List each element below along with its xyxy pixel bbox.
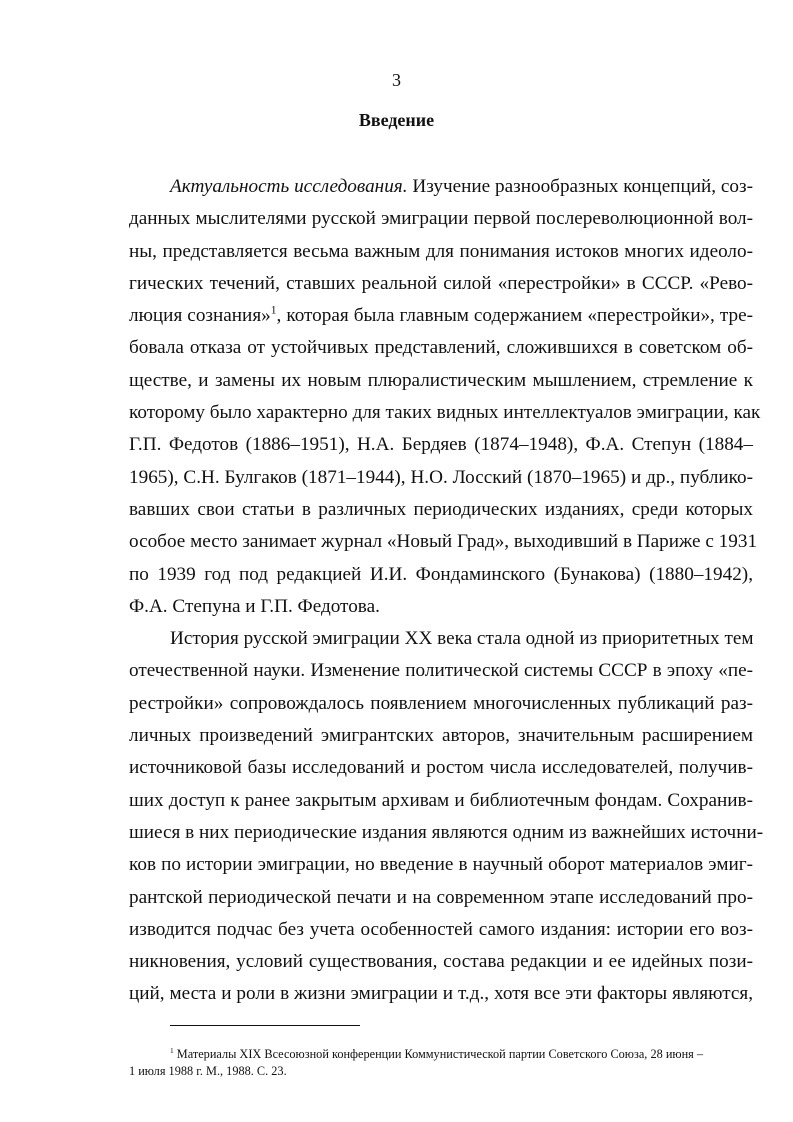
text-line: по 1939 год под редакцией И.И. Фондаминского (Бунакова) (1880–1942), (129, 563, 753, 585)
text-line: вавших свои статьи в различных периодических изданиях, среди которых (129, 498, 753, 520)
text-line: 1965), С.Н. Булгаков (1871–1944), Н.О. Лосский (1870–1965) и др., публико- (129, 466, 753, 488)
page-number: 3 (392, 70, 401, 90)
paragraph-2 (129, 623, 764, 1011)
text-line: гических течений, ставших реальной силой «перестройки» в СССР. «Рево- (129, 272, 753, 294)
text-line: шиеся в них периодические издания являются одним из важнейших источни- (129, 821, 764, 843)
footnote-reference: 1 (270, 304, 277, 317)
text-line: ков по истории эмиграции, но введение в научный оборот материалов эмиг- (129, 854, 753, 876)
section-heading: Введение (358, 110, 435, 130)
paragraph-1 (129, 171, 761, 623)
text-line: Ф.А. Степуна и Г.П. Федотова. (129, 595, 380, 617)
text-line: рестройки» сопровождалось появлением многочисленных публикаций раз- (129, 692, 753, 714)
footnote (129, 1046, 753, 1079)
footnote-separator (170, 1025, 360, 1026)
body-text (129, 171, 764, 1011)
text-segment: , которая была главным содержанием «перестройки», тре- (276, 305, 754, 327)
text-line: рантской периодической печати и на современном этапе исследований про- (129, 886, 753, 908)
footnote-line (129, 1046, 753, 1063)
text-line: особое место занимает журнал «Новый Град», выходивший в Париже с 1931 (129, 531, 758, 553)
text-line: личных произведений эмигрантских авторов, значительным расширением (129, 725, 753, 747)
lead-italic: Актуальность исследования. (170, 176, 408, 197)
text-line: источниковой базы исследований и ростом числа исследователей, получив- (129, 757, 753, 779)
text-line: бовала отказа от устойчивых представлений, сложившихся в советском об- (129, 337, 753, 359)
text-line (129, 171, 753, 203)
text-line: данных мыслителями русской эмиграции первой послереволюционной вол- (129, 208, 753, 230)
text-segment: люция сознания» (129, 305, 271, 327)
text-line: ших доступ к ранее закрытым архивам и библиотечным фондам. Сохранив- (129, 789, 753, 811)
text-line: Г.П. Федотов (1886–1951), Н.А. Бердяев (1874–1948), Ф.А. Степун (1884– (129, 434, 753, 456)
text-line: ществе, и замены их новым плюралистическим мышлением, стремление к (129, 369, 753, 391)
text-line: никновения, условий существования, состава редакции и ее идейных пози- (129, 951, 753, 973)
footnote-line: 1 июля 1988 г. М., 1988. С. 23. (129, 1063, 287, 1078)
text-line: ны, представляется весьма важным для понимания истоков многих идеоло- (129, 240, 753, 262)
text-line: ций, места и роли в жизни эмиграции и т.д., хотя все эти факторы являются, (129, 983, 753, 1005)
footnote-text: Материалы XIX Всесоюзной конференции Коммунистической партии Советского Союза, 28 июня – (173, 1047, 704, 1061)
footnote-marker: 1 (170, 1045, 174, 1055)
text-line: которому было характерно для таких видных интеллектуалов эмиграции, как (129, 402, 761, 424)
text-line (129, 300, 753, 332)
text-line: изводится подчас без учета особенностей самого издания: истории его воз- (129, 918, 753, 940)
text-line: отечественной науки. Изменение политической системы СССР в эпоху «пе- (129, 660, 753, 682)
text-segment: Изучение разнообразных концепций, соз- (407, 176, 753, 197)
text-line: История русской эмиграции XX века стала одной из приоритетных тем (170, 628, 754, 650)
